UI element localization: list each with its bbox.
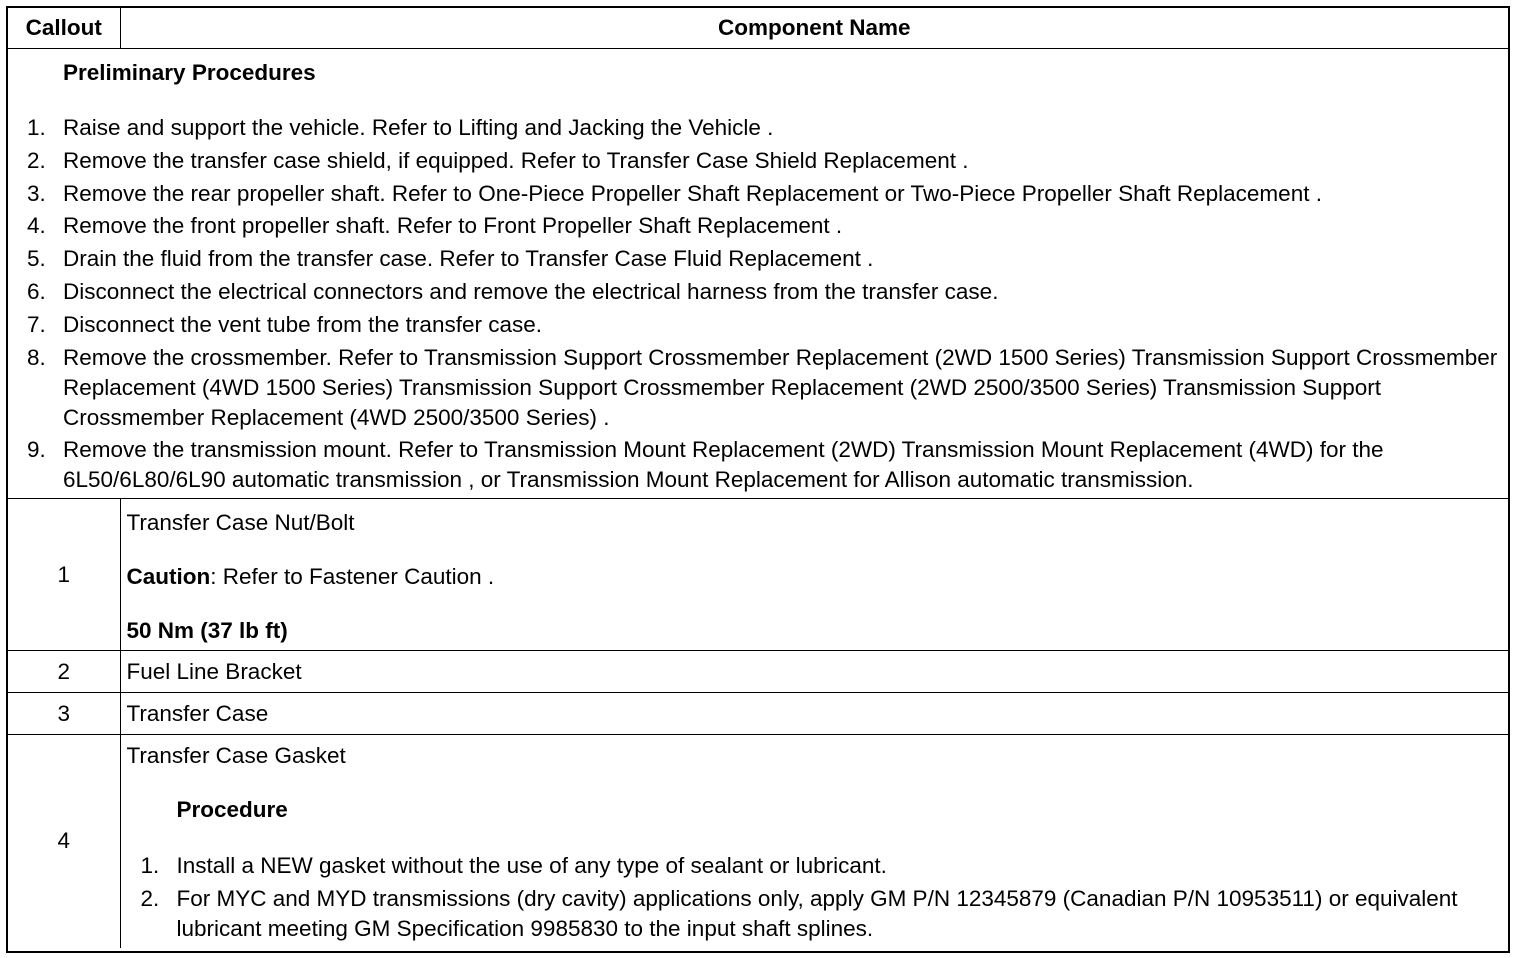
- caution-text: : Refer to Fastener Caution .: [210, 564, 495, 590]
- table-row: [8, 499, 1508, 651]
- procedure-table: [8, 8, 1508, 948]
- preliminary-row: [8, 49, 1508, 499]
- step-number: 5.: [27, 246, 46, 272]
- step-text: Disconnect the electrical connectors and remove the electrical harness from the transfer case.: [63, 278, 999, 304]
- step-text: Remove the rear propeller shaft. Refer to One-Piece Propeller Shaft Replacement or Two-Piece Propeller Shaft Replacement .: [63, 180, 1322, 206]
- step-text: For MYC and MYD transmissions (dry cavity) applications only, apply GM P/N 12345879 (Canadian P/N 10953511) or equivalent lubricant meeting GM Specification 9985830 to the input shaft splines.: [176, 886, 1458, 942]
- step-number: 4.: [27, 213, 46, 239]
- header-component-name: Component Name: [120, 8, 1508, 49]
- step-text: Remove the transfer case shield, if equipped. Refer to Transfer Case Shield Replacement .: [63, 147, 969, 173]
- step-text: Remove the transmission mount. Refer to Transmission Mount Replacement (2WD) Transmission Mount Replacement (4WD) for the 6L50/6L80/6L90 automatic transmission , or Transmission Mount Replacement for Allison automatic transmission.: [63, 437, 1384, 493]
- preliminary-procedures-cell: [8, 49, 1508, 499]
- table-row: [8, 651, 1508, 693]
- procedure-step: [127, 851, 1509, 881]
- preliminary-step: [8, 211, 1508, 241]
- preliminary-step: [8, 310, 1508, 340]
- step-text: Raise and support the vehicle. Refer to Lifting and Jacking the Vehicle .: [63, 115, 774, 140]
- step-number: 3.: [27, 180, 46, 206]
- table-header-row: [8, 8, 1508, 49]
- caution-label: Caution: [126, 564, 211, 590]
- preliminary-step: [8, 435, 1508, 495]
- component-cell: [120, 693, 1508, 735]
- component-name: Transfer Case Gasket: [126, 743, 346, 769]
- component-cell: [120, 735, 1508, 948]
- component-name: Transfer Case: [126, 701, 269, 727]
- preliminary-step: [8, 179, 1508, 209]
- procedure-heading: Procedure: [176, 797, 288, 823]
- callout-number: 1: [8, 499, 120, 651]
- preliminary-step: [8, 343, 1508, 433]
- table-row: [8, 693, 1508, 735]
- table-row: [8, 735, 1508, 948]
- step-number: 1.: [27, 115, 46, 140]
- step-text: Install a NEW gasket without the use of any type of sealant or lubricant.: [176, 853, 887, 879]
- callout-number: 2: [8, 651, 120, 693]
- step-number: 9.: [27, 437, 46, 463]
- step-text: Disconnect the vent tube from the transfer case.: [63, 311, 542, 337]
- step-text: Remove the front propeller shaft. Refer to Front Propeller Shaft Replacement .: [63, 213, 843, 239]
- step-number: 6.: [27, 278, 46, 304]
- preliminary-steps-list: [8, 113, 1508, 495]
- procedure-table-frame: [6, 6, 1510, 953]
- callout-number: 4: [8, 735, 120, 948]
- torque-spec: 50 Nm (37 lb ft): [126, 618, 288, 644]
- component-name: Fuel Line Bracket: [126, 659, 302, 685]
- preliminary-step: [8, 244, 1508, 274]
- component-cell: [120, 651, 1508, 693]
- step-text: Drain the fluid from the transfer case. Refer to Transfer Case Fluid Replacement .: [63, 246, 874, 272]
- preliminary-step: [8, 113, 1508, 143]
- component-cell: [120, 499, 1508, 651]
- step-number: 7.: [27, 311, 46, 337]
- caution-note: [127, 563, 1509, 590]
- preliminary-step: [8, 277, 1508, 307]
- preliminary-step: [8, 146, 1508, 176]
- preliminary-procedures-heading: Preliminary Procedures: [63, 60, 316, 85]
- procedure-step: [127, 884, 1509, 944]
- step-number: 1.: [140, 853, 160, 879]
- header-callout: Callout: [8, 8, 120, 49]
- callout-number: 3: [8, 693, 120, 735]
- component-name: Transfer Case Nut/Bolt: [126, 510, 355, 536]
- procedure-steps-list: [127, 851, 1509, 944]
- step-number: 2.: [140, 886, 160, 912]
- step-number: 8.: [27, 344, 46, 370]
- step-text: Remove the crossmember. Refer to Transmission Support Crossmember Replacement (2WD 1500 Series) Transmission Support Crossmember Replacement (4WD 1500 Series) Transmission Support Crossmember Replacement (2WD 2500/3500 Series) Transmission Support Crossmember Replacement (4WD 2500/3500 Series) .: [63, 344, 1498, 430]
- step-number: 2.: [27, 147, 46, 173]
